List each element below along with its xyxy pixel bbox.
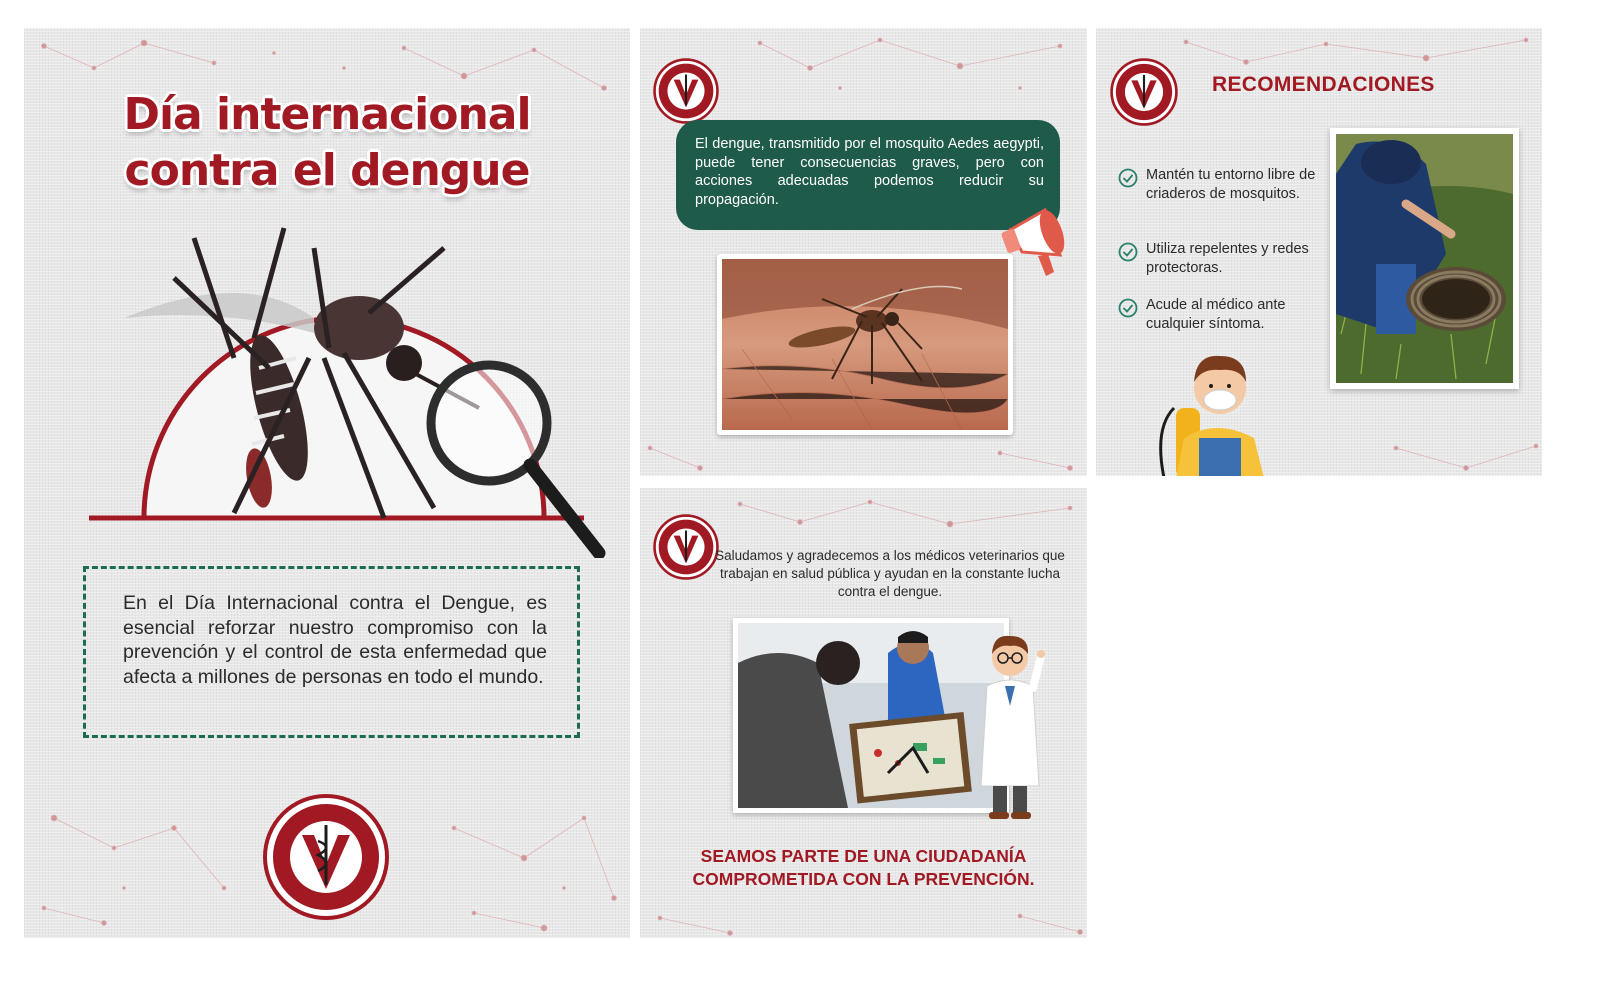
check-circle-icon xyxy=(1118,168,1138,188)
title-line-1: Día internacional xyxy=(123,89,531,140)
dengue-info-panel xyxy=(640,28,1087,476)
mosquito-on-skin-photo xyxy=(717,254,1013,435)
veterinarians-exhibit-photo xyxy=(733,618,1009,813)
greeting-text: Saludamos y agradecemos a los médicos veterinarios que trabajan en salud pública y ayudan en la constante lucha contra el dengue. xyxy=(715,548,1065,599)
recommendation-text: Utiliza repelentes y redes protectoras. xyxy=(1146,241,1309,276)
call-to-action-line-1: SEAMOS PARTE DE UNA CIUDADANÍA xyxy=(700,846,1027,866)
caduceus-logo-icon xyxy=(262,793,390,921)
gratitude-panel xyxy=(640,488,1087,938)
check-circle-icon xyxy=(1118,242,1138,262)
recommendations-panel xyxy=(1096,28,1542,476)
mosquito-magnifier-illustration xyxy=(84,208,624,558)
call-to-action-line-2: COMPROMETIDA CON LA PREVENCIÓN. xyxy=(692,869,1035,889)
title-line-2: contra el dengue xyxy=(124,145,530,196)
recommendation-text: Mantén tu entorno libre de criaderos de mosquitos. xyxy=(1146,167,1316,202)
caduceus-logo-icon xyxy=(653,58,719,124)
intro-text: En el Día Internacional contra el Dengue, es esencial reforzar nuestro compromiso con la prevención y el control de esta enfermedad que afecta a millones de personas en todo el mundo. xyxy=(83,566,580,738)
recommendations-heading: RECOMENDACIONES xyxy=(1212,73,1435,96)
dengue-info-bubble: El dengue, transmitido por el mosquito Aedes aegypti, puede tener consecuencias graves, pero con acciones adecuadas podemos reducir su propagación. xyxy=(676,120,1060,230)
check-circle-icon xyxy=(1118,298,1138,318)
magnifier-icon xyxy=(431,365,599,553)
fumigation-worker-photo xyxy=(1330,128,1519,389)
caduceus-logo-icon xyxy=(1110,58,1178,126)
poster-main-panel xyxy=(24,28,630,938)
fumigator-character-icon xyxy=(1154,338,1279,476)
recommendation-text: Acude al médico ante cualquier síntoma. xyxy=(1146,297,1286,332)
doctor-character-icon xyxy=(975,626,1045,821)
